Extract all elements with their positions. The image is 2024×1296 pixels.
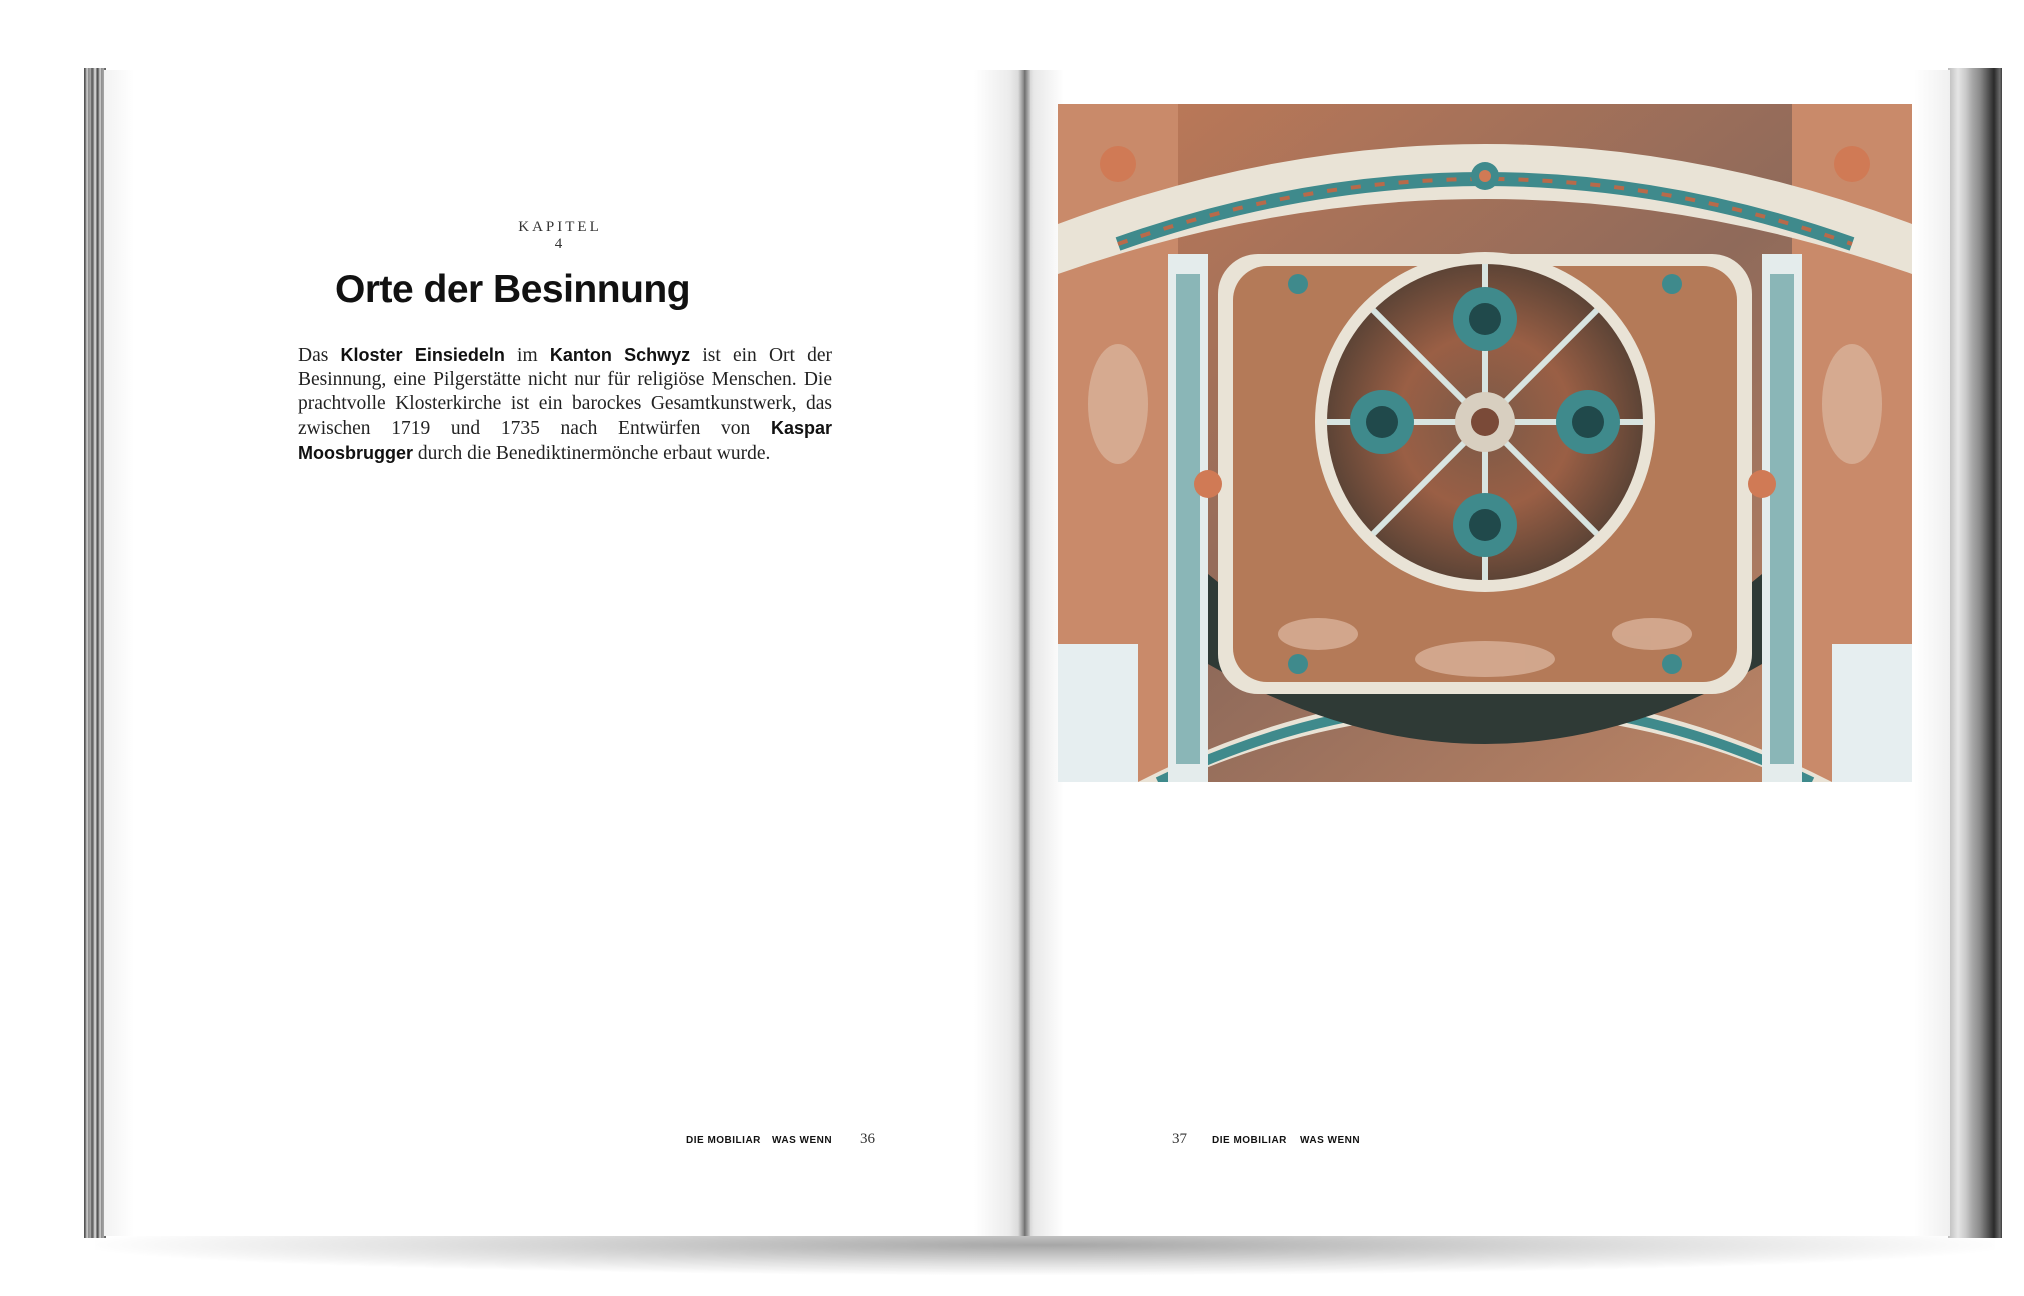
baroque-ceiling-photo xyxy=(1058,104,1912,782)
body-highlight: Kanton Schwyz xyxy=(549,345,691,365)
footer-brand-left: DIE MOBILIAR xyxy=(686,1135,761,1146)
page-edges-right xyxy=(1948,68,2002,1238)
body-text-segment: ist ein Ort der Besinnung, eine Pilgerstätte nicht nur für religiöse Menschen. Die prachtvolle Klosterkirche ist ein barockes Gesamtkunstwerk, das zwischen 1719 und 1735 nach Entwürfen von xyxy=(298,345,833,439)
body-text-segment: Das xyxy=(298,345,341,366)
body-text-segment: durch die Benediktinermönche erbaut wurde. xyxy=(413,443,771,464)
footer-title-right: WAS WENN xyxy=(1300,1135,1361,1146)
page-edges-left xyxy=(84,68,106,1238)
body-highlight: Kaspar Moosbrugger xyxy=(298,418,832,463)
page-title: Orte der Besinnung xyxy=(335,268,691,311)
body-highlight: Kloster Einsiedeln xyxy=(340,345,505,365)
body-text-segment: im xyxy=(504,345,550,366)
page-number-left: 36 xyxy=(860,1131,875,1147)
book-gutter xyxy=(1018,70,1030,1236)
page-number-right: 37 xyxy=(1172,1131,1187,1147)
chapter-kicker: KAPITEL 4 xyxy=(518,219,602,252)
footer-title-left: WAS WENN xyxy=(772,1135,833,1146)
body-paragraph xyxy=(298,343,832,466)
footer-brand-right: DIE MOBILIAR xyxy=(1212,1135,1287,1146)
